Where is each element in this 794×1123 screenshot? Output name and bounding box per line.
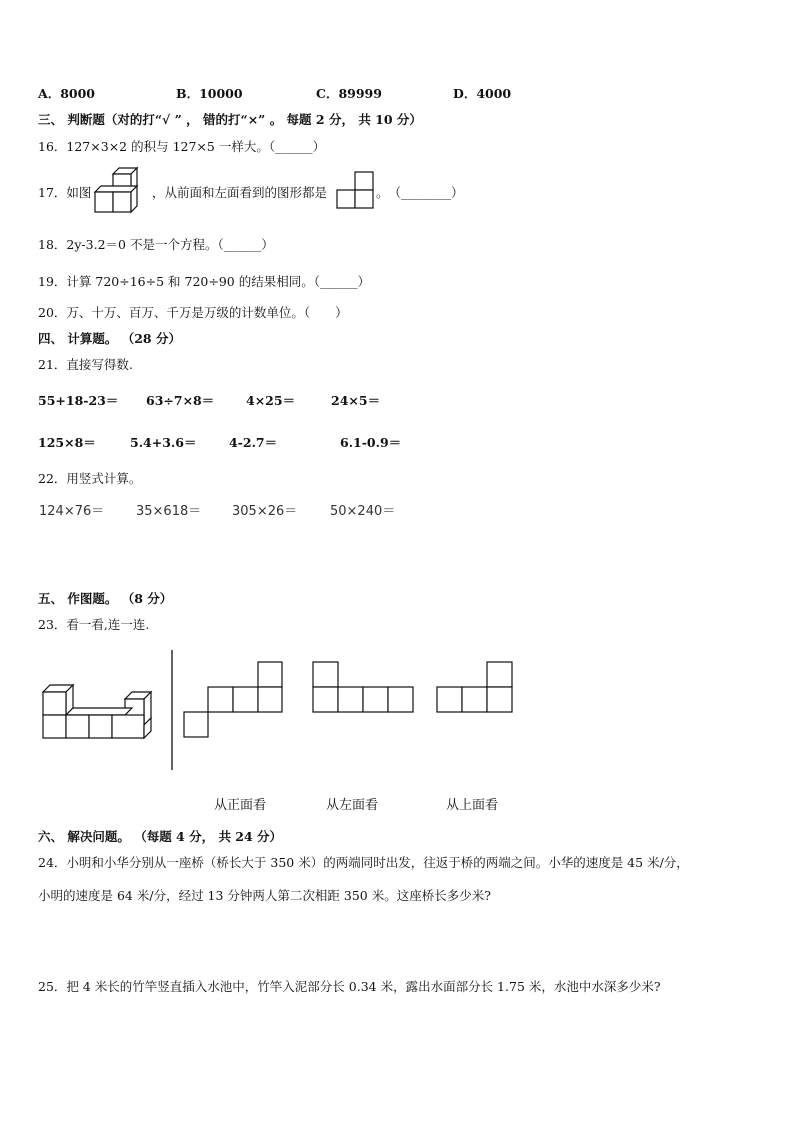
question-25: 25．把 4 米长的竹竿竖直插入水池中，竹竿入泥部分长 0.34 米，露出水面部分长 1.75 米，水池中水深多少米?: [38, 979, 661, 994]
calc-item: 24×5＝: [331, 393, 381, 408]
option-d: D．4000: [453, 86, 512, 101]
question-17-middle: ，从前面和左面看到的图形都是: [152, 185, 328, 200]
question-24-line-1: 24．小明和小华分别从一座桥（桥长大于 350 米）的两端同时出发，往返于桥的两端之间。小华的速度是 45 米/分，: [38, 855, 689, 870]
vertical-calc-item: 50×240＝: [330, 504, 396, 519]
view-label-top: 从上面看: [446, 798, 499, 813]
view-label-left: 从左面看: [326, 798, 379, 813]
calc-item: 6.1-0.9＝: [340, 435, 402, 450]
section-3-title: 三、 判断题（对的打“√ ” ， 错的打“×” 。 每题 2 分， 共 10 分）: [38, 112, 422, 127]
calc-item: 125×8＝: [38, 435, 96, 450]
option-c: C．89999: [316, 86, 382, 101]
question-21: 21．直接写得数.: [38, 357, 133, 372]
question-20: 20．万、十万、百万、千万是万级的计数单位。（ ）: [38, 305, 348, 320]
view-figure-1: [182, 660, 286, 740]
view-label-front: 从正面看: [214, 798, 267, 813]
view-figure-2: [311, 660, 417, 716]
question-17-suffix: 。 （________）: [376, 185, 464, 200]
calc-item: 5.4+3.6＝: [130, 435, 197, 450]
vertical-divider: [171, 650, 175, 772]
question-23-solid-figure: [40, 684, 155, 744]
calc-item: 4×25＝: [246, 393, 296, 408]
calc-item: 63÷7×8＝: [146, 393, 215, 408]
question-23: 23．看一看,连一连.: [38, 617, 150, 632]
question-18: 18．2y-3.2＝0 不是一个方程。（______）: [38, 237, 274, 252]
question-22: 22．用竖式计算。: [38, 471, 142, 486]
section-4-title: 四、 计算题。 （28 分）: [38, 331, 181, 346]
calc-item: 4-2.7＝: [229, 435, 278, 450]
view-figure-3: [435, 660, 517, 716]
vertical-calc-item: 305×26＝: [232, 504, 298, 519]
option-b: B．10000: [176, 86, 243, 101]
question-17-prefix: 17．如图: [38, 185, 92, 200]
question-17-solid-figure: [93, 166, 153, 216]
calc-item: 55+18-23＝: [38, 393, 119, 408]
vertical-calc-item: 35×618＝: [136, 504, 202, 519]
section-5-title: 五、 作图题。 （8 分）: [38, 591, 173, 606]
section-6-title: 六、 解决问题。 （每题 4 分， 共 24 分）: [38, 829, 283, 844]
option-a: A．8000: [38, 86, 95, 101]
question-16: 16．127×3×2 的积与 127×5 一样大。（______）: [38, 139, 326, 154]
question-24-line-2: 小明的速度是 64 米/分，经过 13 分钟两人第二次相距 350 米。这座桥长多少米?: [38, 888, 491, 903]
question-17-view-figure: [336, 171, 376, 211]
question-19: 19．计算 720÷16÷5 和 720÷90 的结果相同。（______）: [38, 274, 370, 289]
vertical-calc-item: 124×76＝: [39, 504, 105, 519]
